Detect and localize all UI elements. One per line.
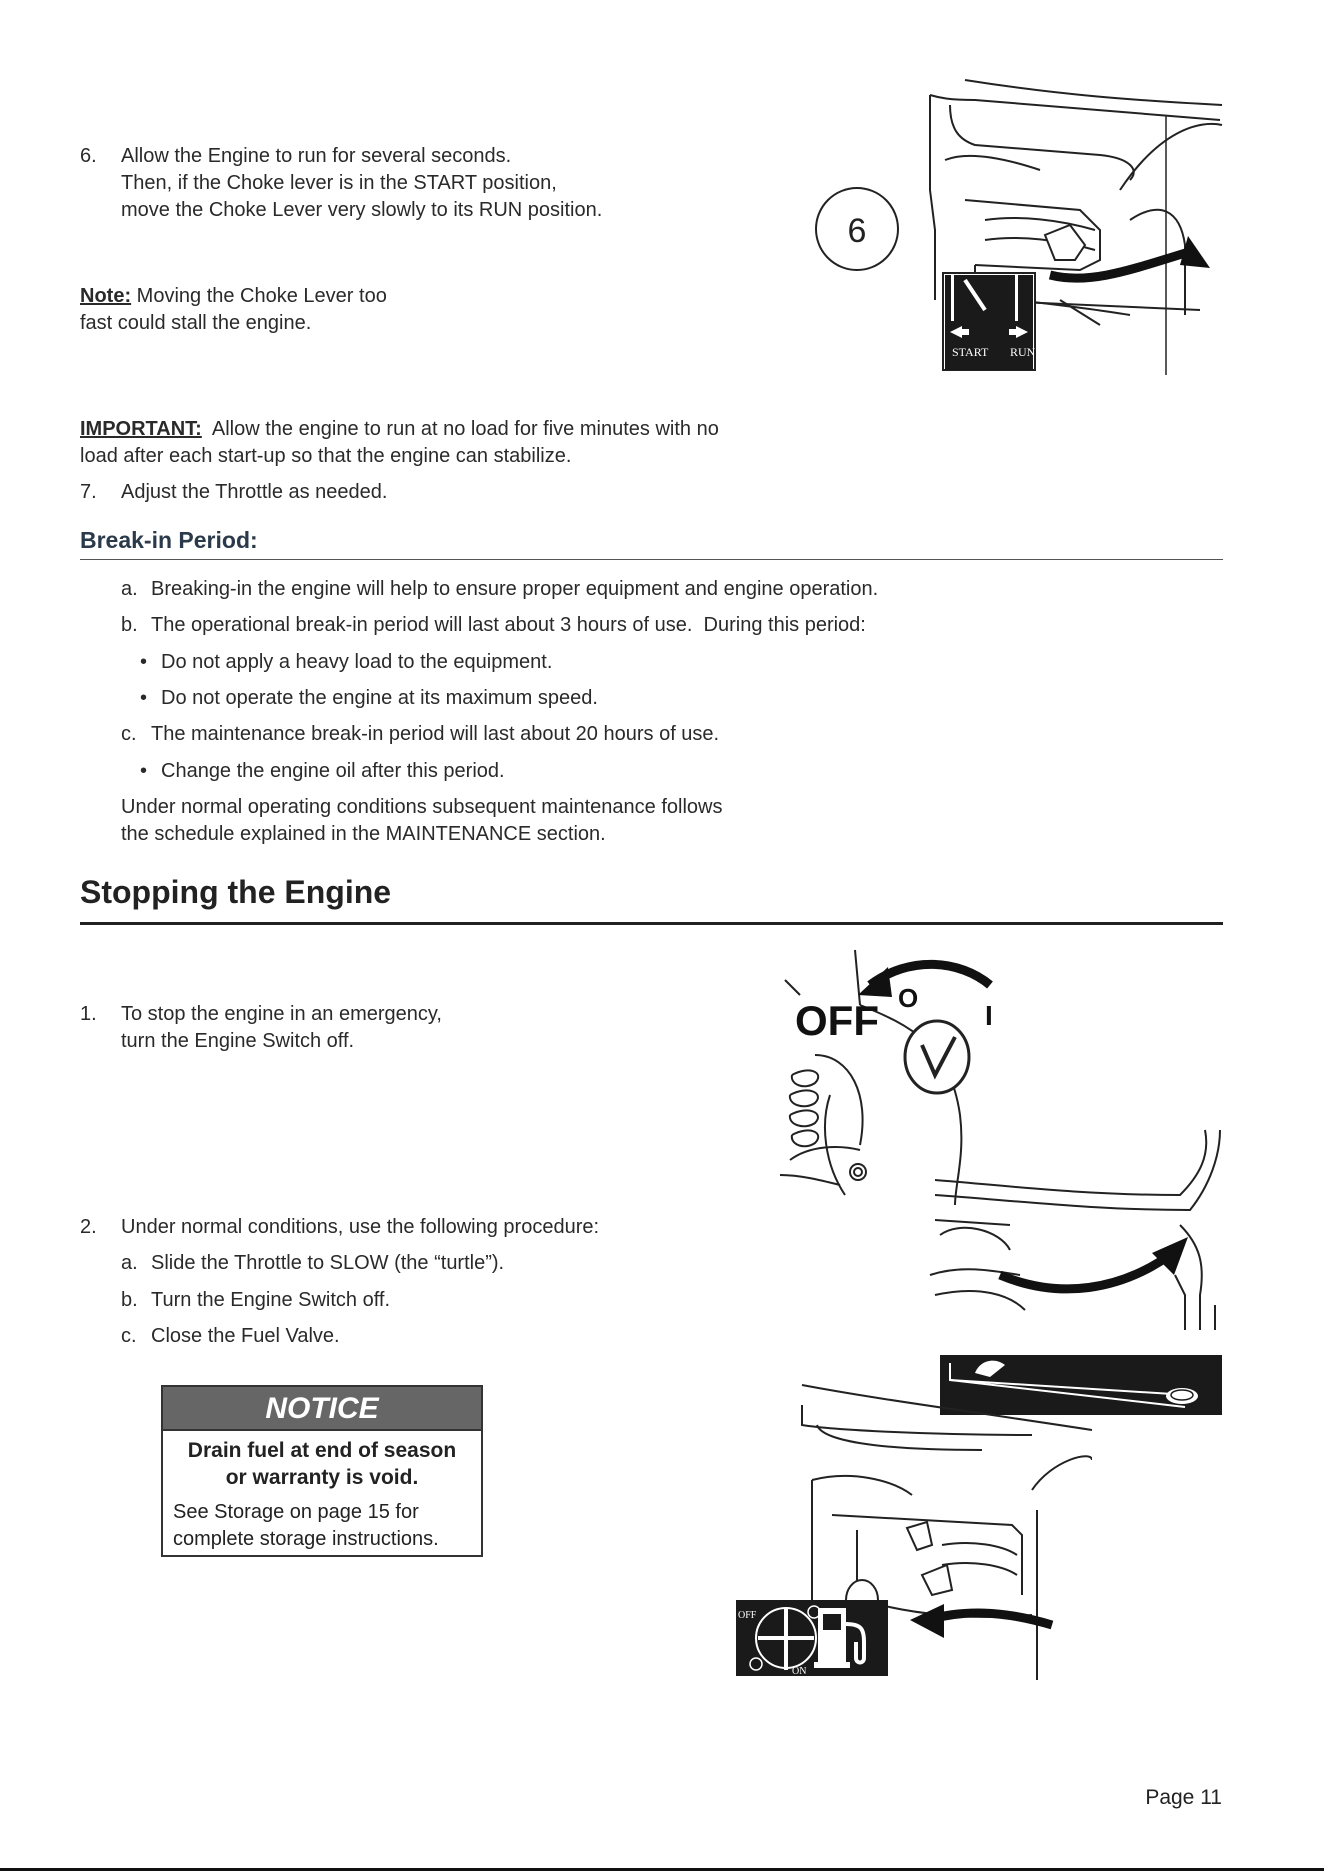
choke-run-label: RUN xyxy=(1010,345,1036,359)
stop-step-2-c-text: Close the Fuel Valve. xyxy=(151,1325,340,1347)
stopping-heading: Stopping the Engine xyxy=(80,874,392,910)
break-in-b-letter: b. xyxy=(121,614,138,636)
stop-step-1-line-2: turn the Engine Switch off. xyxy=(121,1030,355,1052)
note-line-2: fast could stall the engine. xyxy=(80,312,312,334)
note-text-1: Moving the Choke Lever too xyxy=(131,285,387,307)
stop-step-2-a-text: Slide the Throttle to SLOW (the “turtle”). xyxy=(151,1252,505,1274)
stop-step-1-number: 1. xyxy=(80,1003,97,1025)
break-in-footer-line-2: the schedule explained in the MAINTENANCE section. xyxy=(121,823,606,845)
step-6-line-3: move the Choke Lever very slowly to its RUN position. xyxy=(121,199,603,221)
stopping-rule xyxy=(80,922,1223,925)
throttle-illustration xyxy=(920,1125,1230,1415)
note-line-1 xyxy=(80,283,387,310)
fuel-on-label: ON xyxy=(792,1666,807,1677)
stop-step-2-c-letter: c. xyxy=(121,1325,137,1347)
fuel-off-label: OFF xyxy=(738,1610,757,1621)
notice-bold-line-1: Drain fuel at end of season xyxy=(187,1439,457,1462)
switch-o-label: O xyxy=(898,983,919,1013)
break-in-b-text: The operational break-in period will last about 3 hours of use. During this period: xyxy=(151,614,866,636)
stop-step-2-text: Under normal conditions, use the following procedure: xyxy=(121,1216,600,1238)
notice-header: NOTICE xyxy=(163,1387,481,1431)
step-6-line-1: Allow the Engine to run for several seconds. xyxy=(121,145,512,167)
break-in-a-text: Breaking-in the engine will help to ensure proper equipment and engine operation. xyxy=(151,578,879,600)
notice-text-line-2: complete storage instructions. xyxy=(173,1528,439,1550)
notice-box xyxy=(161,1385,483,1557)
break-in-b-bullet-dot-1: • xyxy=(140,651,148,673)
important-label: IMPORTANT: xyxy=(80,418,202,440)
step-6-line-2: Then, if the Choke lever is in the START position, xyxy=(121,172,557,194)
choke-start-label: START xyxy=(952,345,989,359)
break-in-a-letter: a. xyxy=(121,578,138,600)
step-7-text: Adjust the Throttle as needed. xyxy=(121,481,388,503)
step-6-number: 6. xyxy=(80,145,97,167)
stop-step-2-a-letter: a. xyxy=(121,1252,138,1274)
switch-off-label: OFF xyxy=(795,997,879,1044)
stop-step-2-number: 2. xyxy=(80,1216,97,1238)
important-line-2: load after each start-up so that the engine can stabilize. xyxy=(80,445,572,467)
break-in-footer-line-1: Under normal operating conditions subsequent maintenance follows xyxy=(121,796,723,818)
break-in-heading: Break-in Period: xyxy=(80,527,258,553)
stop-step-1-line-1: To stop the engine in an emergency, xyxy=(121,1003,442,1025)
fuel-valve-illustration xyxy=(732,1380,1092,1680)
break-in-c-bullet-1: Change the engine oil after this period. xyxy=(161,760,505,782)
notice-bold-line-2: or warranty is void. xyxy=(225,1466,419,1489)
page-number: Page 11 xyxy=(1145,1786,1222,1809)
break-in-rule xyxy=(80,559,1223,560)
important-text-1: Allow the engine to run at no load for five minutes with no xyxy=(201,418,719,440)
break-in-b-bullet-2: Do not operate the engine at its maximum speed. xyxy=(161,687,598,709)
notice-text-line-1: See Storage on page 15 for xyxy=(173,1501,419,1523)
break-in-c-text: The maintenance break-in period will last about 20 hours of use. xyxy=(151,723,720,745)
page-bottom-rule xyxy=(0,1868,1324,1871)
stop-step-2-b-text: Turn the Engine Switch off. xyxy=(151,1289,391,1311)
important-line-1 xyxy=(80,416,719,443)
break-in-b-bullet-1: Do not apply a heavy load to the equipment. xyxy=(161,651,553,673)
note-label: Note: xyxy=(80,285,132,307)
stop-step-2-b-letter: b. xyxy=(121,1289,138,1311)
step-6-callout-label: 6 xyxy=(847,212,867,250)
break-in-b-bullet-dot-2: • xyxy=(140,687,148,709)
step-6-callout xyxy=(814,186,900,272)
break-in-c-letter: c. xyxy=(121,723,137,745)
break-in-c-bullet-dot-1: • xyxy=(140,760,148,782)
switch-i-label: I xyxy=(985,1000,993,1031)
step-7-number: 7. xyxy=(80,481,97,503)
